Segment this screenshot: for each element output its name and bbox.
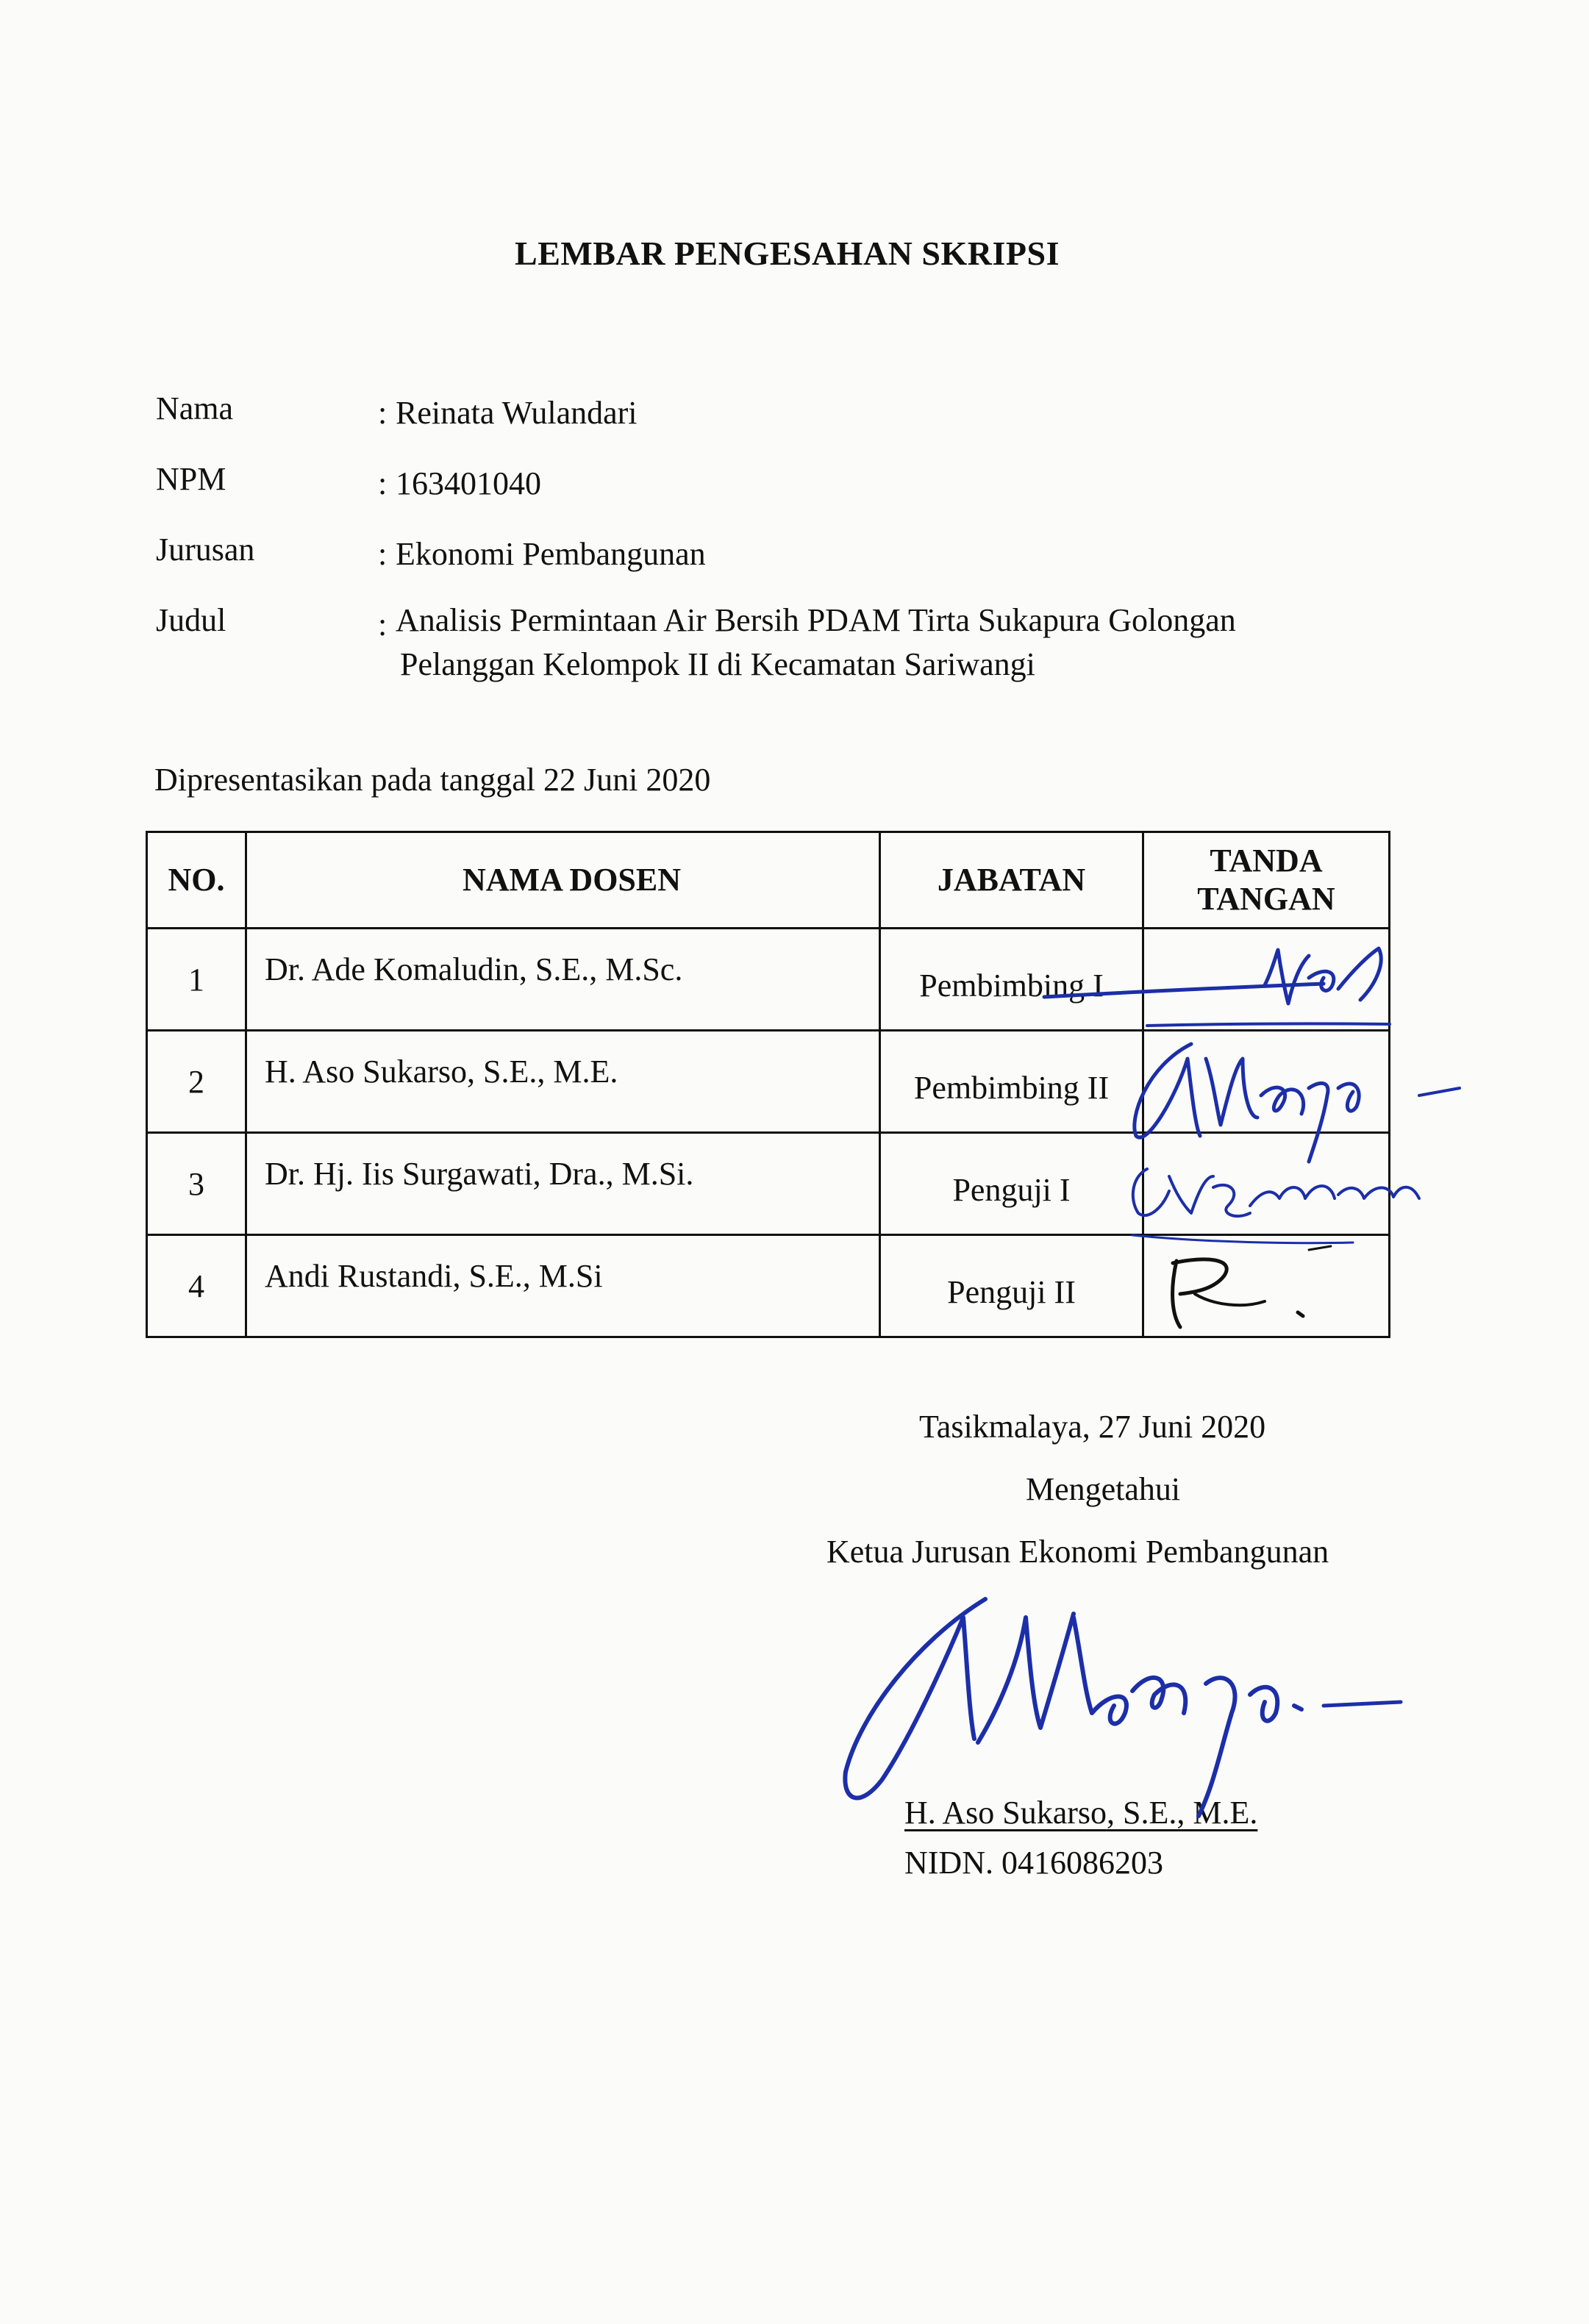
- signature-cell: [1143, 1133, 1390, 1235]
- row-number: 2: [147, 1031, 246, 1133]
- signer-id: NIDN. 0416086203: [904, 1845, 1163, 1881]
- lecturer-name: Andi Rustandi, S.E., M.Si: [246, 1235, 880, 1337]
- separator: :: [378, 607, 388, 643]
- thesis-title-line-2: Pelanggan Kelompok II di Kecamatan Sariwangi: [400, 646, 1035, 682]
- table-header-row: [147, 832, 1390, 929]
- header-no: NO.: [147, 832, 246, 929]
- lecturer-name: Dr. Hj. Iis Surgawati, Dra., M.Si.: [246, 1133, 880, 1235]
- place-date: Tasikmalaya, 27 Juni 2020: [919, 1409, 1266, 1445]
- npm-label: NPM: [156, 461, 226, 497]
- lecturer-role: Penguji I: [880, 1133, 1143, 1235]
- name-label: Nama: [156, 390, 234, 426]
- lecturer-role: Pembimbing II: [880, 1031, 1143, 1133]
- signature-cell: [1143, 1031, 1390, 1133]
- acknowledged-text: Mengetahui: [1026, 1471, 1181, 1507]
- signature-cell: [1143, 1235, 1390, 1337]
- signer-name: H. Aso Sukarso, S.E., M.E.: [904, 1795, 1258, 1831]
- table-row: [147, 1133, 1390, 1235]
- header-role: JABATAN: [880, 832, 1143, 929]
- department-value: Ekonomi Pembangunan: [396, 536, 706, 572]
- npm-value: 163401040: [396, 465, 541, 501]
- lecturer-name: H. Aso Sukarso, S.E., M.E.: [246, 1031, 880, 1133]
- header-lecturer-name: NAMA DOSEN: [246, 832, 880, 929]
- separator: :: [378, 465, 388, 501]
- page-title: LEMBAR PENGESAHAN SKRIPSI: [515, 235, 1060, 272]
- separator: :: [378, 536, 388, 572]
- separator: :: [378, 395, 388, 431]
- signature-cell: [1143, 929, 1390, 1031]
- table-row: [147, 1031, 1390, 1133]
- header-signature-line-2: TANGAN: [1197, 881, 1335, 917]
- lecturer-name: Dr. Ade Komaludin, S.E., M.Sc.: [246, 929, 880, 1031]
- table-row: [147, 1235, 1390, 1337]
- signature-department-head: [845, 1599, 1401, 1816]
- header-signature: [1143, 832, 1390, 929]
- row-number: 3: [147, 1133, 246, 1235]
- header-signature-line-1: TANDA: [1210, 843, 1323, 879]
- name-value: Reinata Wulandari: [396, 395, 638, 431]
- thesis-title-line-1: Analisis Permintaan Air Bersih PDAM Tirta Sukapura Golongan: [396, 602, 1236, 638]
- thesis-title-value: [396, 598, 1236, 687]
- table-row: [147, 929, 1390, 1031]
- lecturer-role: Penguji II: [880, 1235, 1143, 1337]
- row-number: 4: [147, 1235, 246, 1337]
- presentation-date: Dipresentasikan pada tanggal 22 Juni 2020: [154, 762, 711, 798]
- lecturer-role: Pembimbing I: [880, 929, 1143, 1031]
- row-number: 1: [147, 929, 246, 1031]
- examiner-table: [146, 831, 1390, 1338]
- thesis-title-label: Judul: [156, 602, 226, 638]
- department-label: Jurusan: [156, 532, 255, 568]
- department-head-title: Ketua Jurusan Ekonomi Pembangunan: [826, 1534, 1329, 1570]
